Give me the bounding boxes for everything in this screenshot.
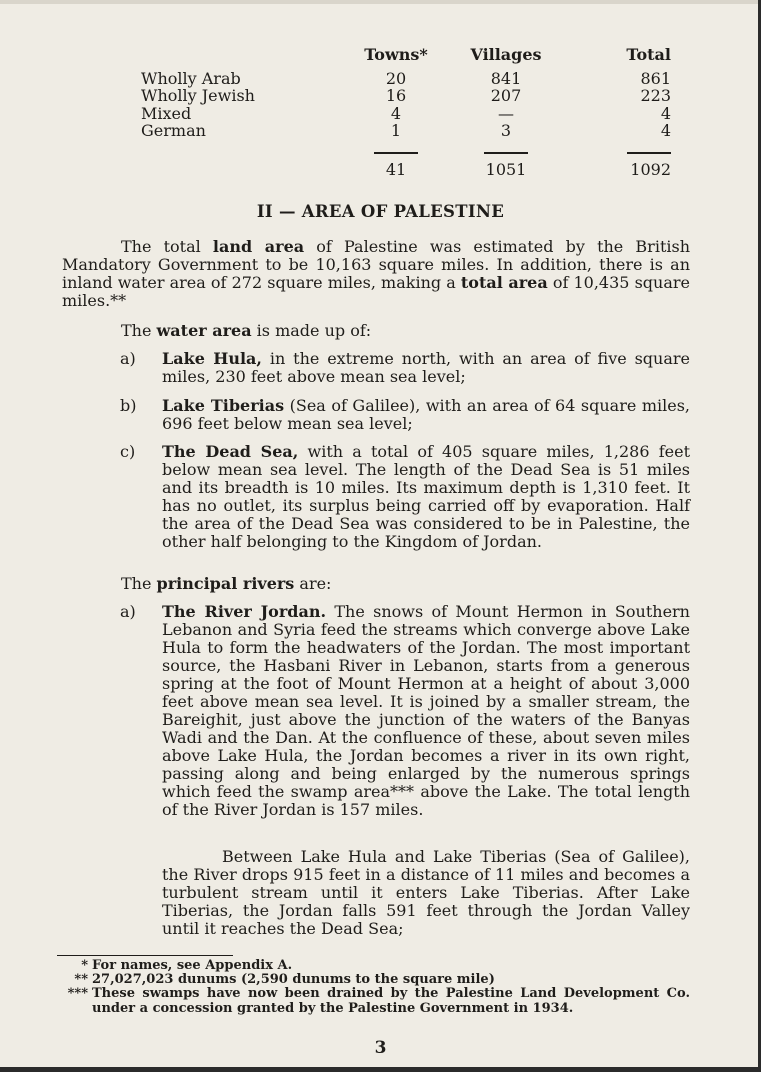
footnote xyxy=(50,972,690,987)
sum-towns: 41 xyxy=(385,160,407,179)
rivers-lead xyxy=(121,574,331,593)
lead-bold-term: principal rivers xyxy=(156,574,295,593)
item-marker: b) xyxy=(120,396,137,415)
row-villages: — xyxy=(498,103,514,123)
item-text: The snows of Mount Hermon in Southern Lebanon and Syria feed the streams which converge above Lake Hula to form the headwaters of the Jordan. The most important source, the Hasbani River in Lebanon, starts from a generous spring at the foot of Mount Hermon at a height of about 3,000 feet above mean sea level. It is joined by a smaller stream, the Bareighit, just above the junction of the waters of the Banyas Wadi and the Dan. At the confluence of these, about seven miles above Lake Hula, the Jordan becomes a river in its own right, passing along and being enlarged by the numerous springs which feed the swamp area*** above the Lake. The total length of the River Jordan is 157 miles. xyxy=(162,602,690,819)
water-area-lead xyxy=(121,321,371,340)
item-name: Lake Hula, xyxy=(162,349,262,368)
row-label: Wholly Arab xyxy=(141,68,241,88)
footnote-divider xyxy=(57,955,233,956)
row-label: German xyxy=(141,121,206,140)
table-row xyxy=(141,87,671,105)
row-villages: 841 xyxy=(490,68,522,88)
item-text: in the extreme north, with an area of five square miles, 230 feet above mean sea level; xyxy=(162,349,691,386)
item-name: Lake Tiberias xyxy=(162,396,285,415)
para-bold-term: total area xyxy=(460,273,548,292)
row-total: 4 xyxy=(660,121,671,140)
table-row xyxy=(141,122,671,140)
list-item xyxy=(120,603,690,819)
footnote-text: These swamps have now been drained by the Palestine Land Development Co. under a concession granted by the Palestine Government in 1934. xyxy=(92,986,690,1016)
row-towns: 20 xyxy=(385,68,407,88)
sum-divider xyxy=(484,152,528,154)
section-heading: II — AREA OF PALESTINE xyxy=(256,202,505,221)
para-text: of Palestine was estimated by the British Mandatory Government to be 10,163 square miles. In addition, there is an inland water area of 272 square miles, making a xyxy=(62,237,691,292)
row-towns: 4 xyxy=(390,103,402,123)
footnote-text: For names, see Appendix A. xyxy=(92,958,293,973)
footnote-text: 27,027,023 dunums (2,590 dunums to the square mile) xyxy=(92,972,495,987)
page-bottom-edge xyxy=(0,1067,761,1072)
item-marker: a) xyxy=(120,602,136,621)
row-towns: 1 xyxy=(390,121,402,140)
item-marker: c) xyxy=(120,442,136,461)
row-villages: 3 xyxy=(500,121,512,140)
table-row xyxy=(141,70,671,88)
table-header-row xyxy=(141,46,671,70)
table-header-towns: Towns* xyxy=(364,45,428,64)
row-label: Wholly Jewish xyxy=(141,86,255,105)
footnote-marker: *** xyxy=(67,986,88,1001)
footnote xyxy=(50,958,690,973)
sum-total: 1092 xyxy=(630,160,671,179)
table-row xyxy=(141,105,671,123)
lead-bold-term: water area xyxy=(156,321,252,340)
list-item xyxy=(120,397,690,433)
row-villages: 207 xyxy=(490,86,522,105)
table-header-villages: Villages xyxy=(470,45,542,64)
land-area-paragraph xyxy=(62,238,690,310)
lead-text: are: xyxy=(294,574,332,593)
item-name: The River Jordan. xyxy=(162,602,327,621)
table-sum-rule xyxy=(141,140,671,158)
item-text: (Sea of Galilee), with an area of 64 square miles, 696 feet below mean sea level; xyxy=(162,396,691,433)
list-item xyxy=(120,350,690,386)
table-header-label xyxy=(141,46,341,70)
sum-divider xyxy=(374,152,418,154)
item-marker: a) xyxy=(120,349,136,368)
item-text: with a total of 405 square miles, 1,286 feet below mean sea level. The length of the Dead Sea is 51 miles and its breadth is 10 miles. Its maximum depth is 1,310 feet. It has no outlet, its surplus being carried off by evaporation. Half the area of the Dead Sea was considered to be in Palestine, the other half belonging to the Kingdom of Jordan. xyxy=(162,442,691,551)
table-header-total: Total xyxy=(626,45,671,64)
page-number: 3 xyxy=(374,1038,387,1058)
footnote-marker: * xyxy=(81,958,88,973)
para-text: The total xyxy=(121,237,213,256)
row-total: 4 xyxy=(660,103,671,123)
row-total: 861 xyxy=(640,68,671,88)
lead-text: The xyxy=(121,574,157,593)
page-top-edge xyxy=(0,0,761,4)
lead-text: is made up of: xyxy=(251,321,372,340)
river-continuation-paragraph: Between Lake Hula and Lake Tiberias (Sea of Galilee), the River drops 915 feet in a distance of 11 miles and becomes a turbulent stream until it enters Lake Tiberias. After Lake Tiberias, the Jordan falls 591 feet through the Jordan Valley until it reaches the Dead Sea; xyxy=(162,847,690,938)
settlements-table xyxy=(141,46,671,179)
para-bold-term: land area xyxy=(212,237,305,256)
item-name: The Dead Sea, xyxy=(162,442,299,461)
table-sum-row xyxy=(141,157,671,179)
sum-villages: 1051 xyxy=(485,160,527,179)
lead-text: The xyxy=(121,321,157,340)
row-total: 223 xyxy=(640,86,671,105)
row-towns: 16 xyxy=(385,86,407,105)
sum-divider xyxy=(627,152,671,154)
list-item xyxy=(120,443,690,551)
para-text: of 10,435 square miles.** xyxy=(62,273,690,310)
footnote xyxy=(50,986,690,1016)
footnote-marker: ** xyxy=(74,972,88,987)
row-label: Mixed xyxy=(141,103,192,123)
